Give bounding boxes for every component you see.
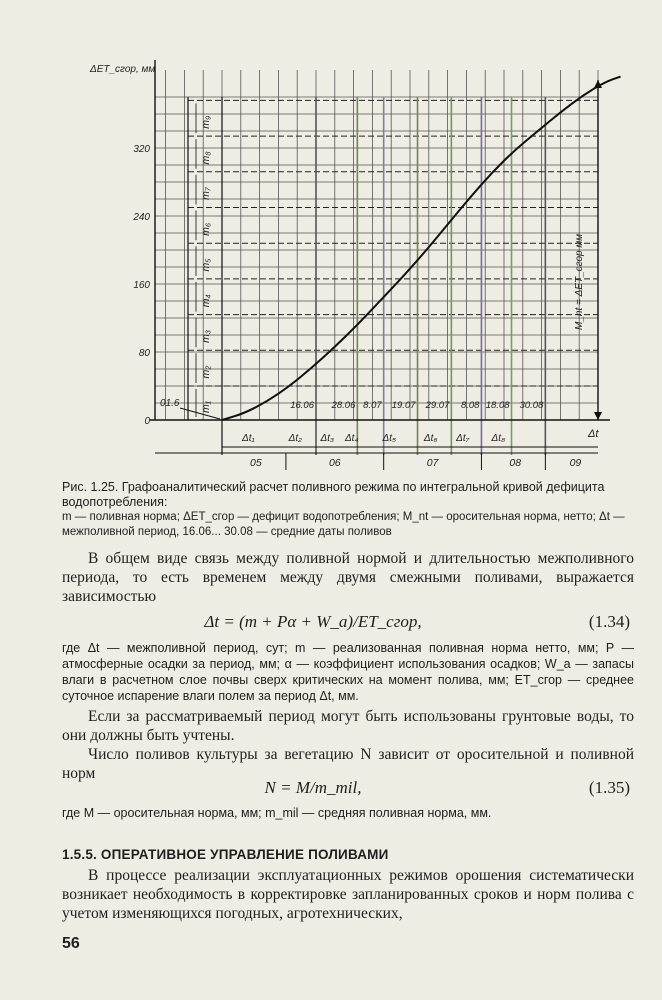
date-label: 8.07	[363, 400, 382, 411]
month-label: 07	[426, 457, 439, 469]
date-label: 18.08	[485, 400, 510, 411]
date-label: 30.08	[519, 400, 544, 411]
paragraph-number-of-irrigations: Число поливов культуры за вегетацию N зависит от оросительной и поливной норм	[62, 746, 634, 782]
norm-label: m₈	[200, 151, 212, 165]
start-date-label: 01.6	[160, 398, 180, 409]
norm-label: m₁	[200, 400, 212, 414]
date-label: 28.06	[331, 400, 356, 411]
norm-dashed-lines	[188, 100, 598, 386]
mnt-arrow-bottom	[594, 412, 602, 420]
date-label: 16.06	[290, 400, 314, 411]
month-label: 06	[328, 457, 341, 469]
y-tick-label: 160	[133, 280, 150, 291]
paragraph-operational: В процессе реализации эксплуатационных режимов орошения систематически возникает необходимость в корректировке запланированных сроков и норм полива с учетом изменяющихся погодных, агротехнических,	[62, 867, 634, 922]
figure-caption-title: Рис. 1.25. Графоаналитический расчет поливного режима по интегральной кривой дефицита водопотребления:	[62, 480, 605, 509]
interval-label: Δt₈	[491, 433, 506, 444]
irrigation-chart	[0, 0, 662, 475]
y-tick-label: 0	[144, 416, 150, 427]
date-label: 29.07	[425, 400, 450, 411]
paragraph-groundwater: Если за рассматриваемый период могут быть использованы грунтовые воды, то они должны быть учтены.	[62, 708, 634, 744]
month-label: 09	[569, 457, 582, 469]
x-axis-end-label: Δt	[588, 428, 599, 440]
y-tick-label: 80	[138, 348, 150, 359]
norm-label: m₆	[200, 222, 212, 236]
norm-label: m₂	[200, 365, 212, 379]
date-label: 19.07	[391, 400, 416, 411]
month-label: 05	[249, 457, 262, 469]
norm-label: m₄	[200, 294, 212, 308]
paragraph-definitions: где Δt — межполивной период, сут; m — реализованная поливная норма нетто, мм; P — атмосферные осадки за период, мм; α — коэффициент использования осадков; W_a — запасы влаги в расчетном слое почвы сверх критических на момент полива, мм; ET_сгор — среднее суточное испарение влаги полем за период Δt, мм.	[62, 641, 634, 703]
paragraph-definitions-2: где M — оросительная норма, мм; m_mil — средняя поливная норма, мм.	[62, 806, 492, 820]
norm-label: m₉	[200, 115, 212, 129]
formula-1-35-body: N = M/m_mil,	[264, 778, 362, 797]
norm-label: m₃	[200, 329, 212, 343]
interval-label: Δt₇	[456, 433, 470, 444]
interval-label: Δt₃	[320, 433, 335, 444]
formula-1-34-number: (1.34)	[588, 612, 630, 631]
norm-label: m₇	[200, 187, 212, 200]
figure-caption-legend: m — поливная норма; ΔET_сгор — дефицит водопотребления; M_nt — оросительная норма, нетто; Δt — межполивной период, 16.06... 30.08 — средние даты поливов	[62, 511, 625, 538]
page-number: 56	[62, 935, 80, 952]
interval-label: Δt₁	[241, 433, 255, 444]
formula-1-34-body: Δt = (m + Pα + W_a)/ET_сгор,	[204, 612, 422, 631]
mnt-label: M_nt = ΔET_сгор мм	[574, 233, 585, 330]
norm-label: m₅	[200, 258, 212, 272]
date-label: 8.08	[460, 400, 480, 411]
y-tick-label: 320	[133, 144, 150, 155]
interval-label: Δt₄	[344, 433, 359, 444]
y-axis-label: ΔET_сгор, мм	[90, 64, 156, 75]
month-label: 08	[509, 457, 522, 469]
formula-1-35-number: (1.35)	[588, 778, 630, 797]
section-heading: 1.5.5. ОПЕРАТИВНОЕ УПРАВЛЕНИЕ ПОЛИВАМИ	[62, 847, 389, 862]
interval-label: Δt₆	[423, 433, 438, 444]
interval-label: Δt₂	[288, 433, 302, 444]
paragraph-intro: В общем виде связь между поливной нормой и длительностью межполивного периода, то есть временем между двумя смежными поливами, выражается зависимостью	[62, 550, 634, 605]
y-tick-label: 240	[133, 212, 150, 223]
interval-label: Δt₅	[382, 433, 397, 444]
